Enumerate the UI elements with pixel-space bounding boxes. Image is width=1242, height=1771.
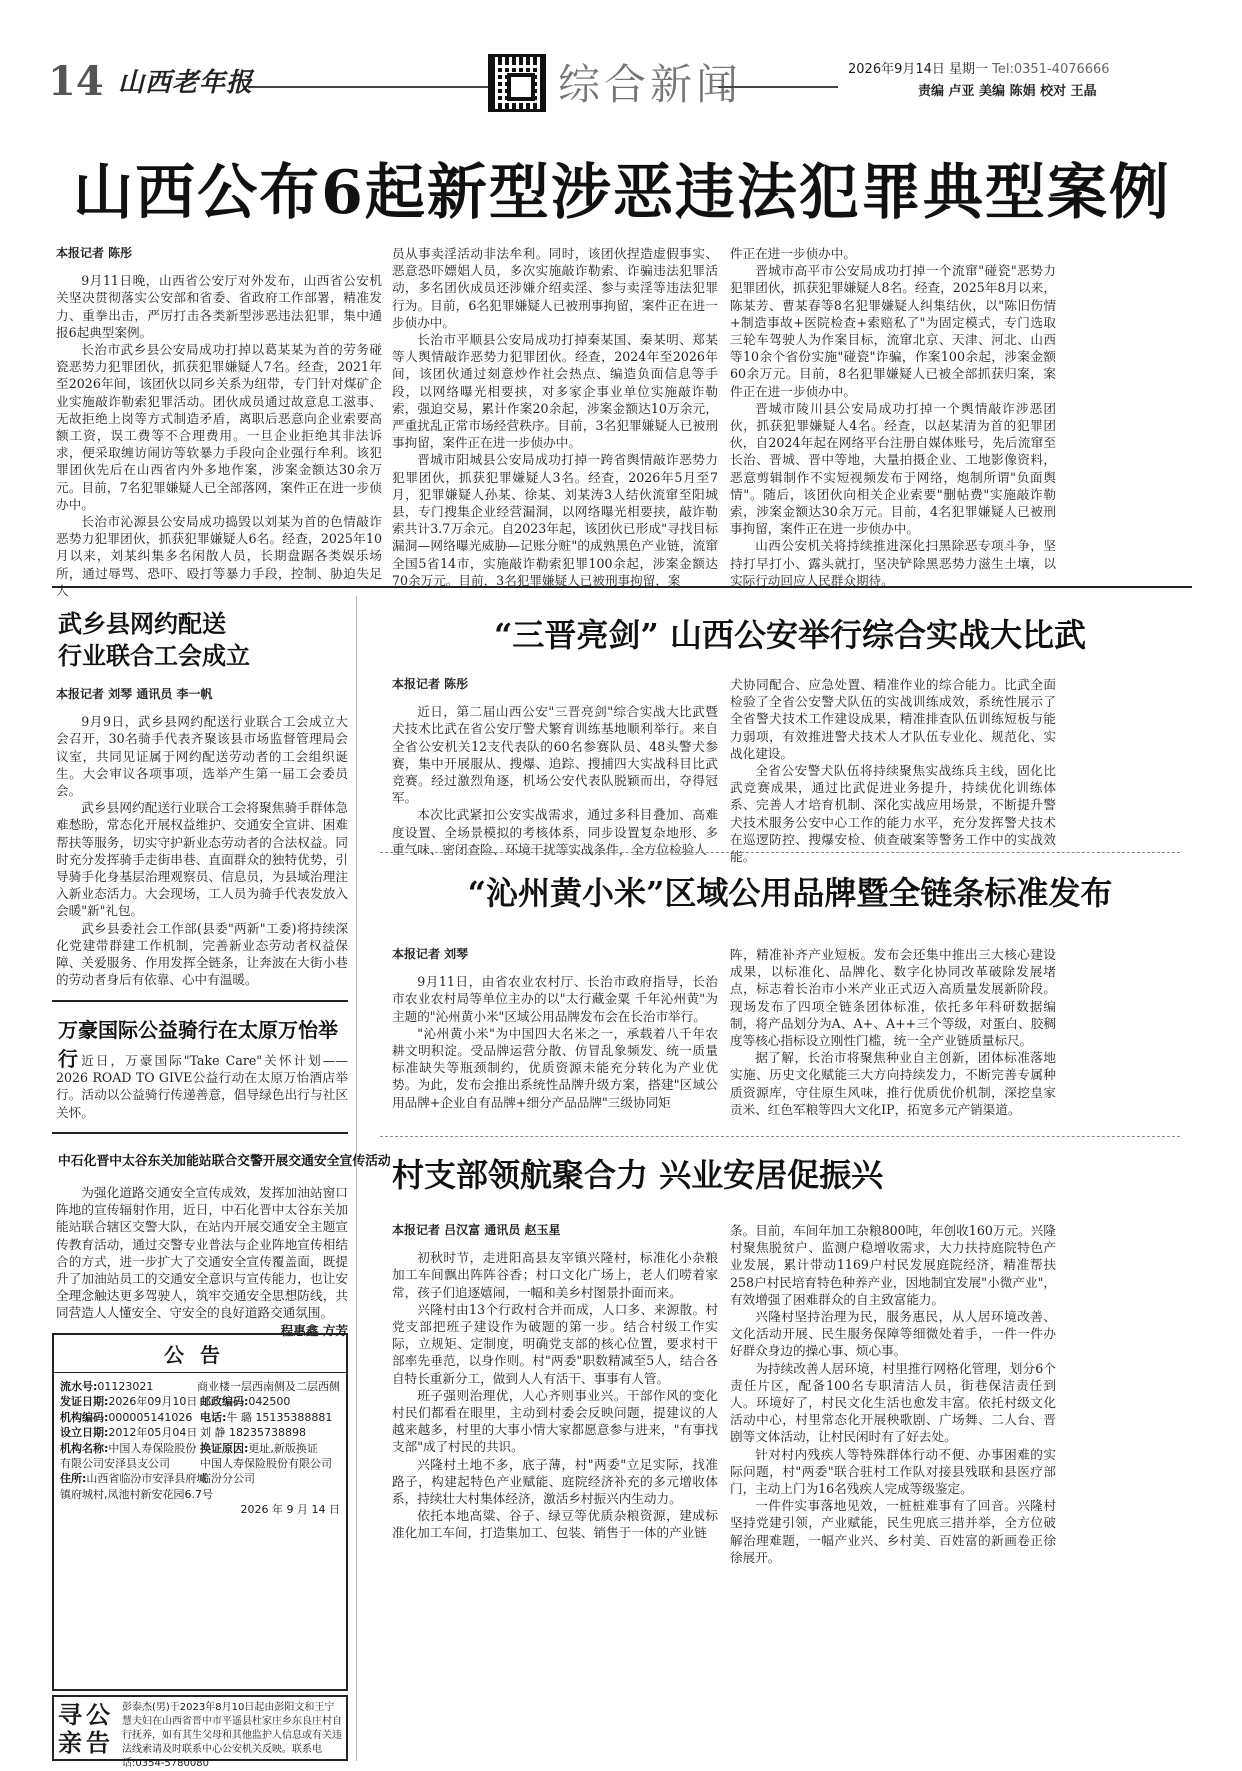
notice-line xyxy=(60,1394,340,1409)
paragraph: 件正在进一步侦办中。 xyxy=(730,246,856,261)
notice-value: 临汾分公司 xyxy=(200,1472,255,1486)
notice-line xyxy=(60,1456,340,1471)
seek-title: 寻公亲告 xyxy=(58,1700,114,1757)
notice-field xyxy=(200,1456,340,1471)
notice-field xyxy=(60,1379,197,1394)
village-col1 xyxy=(392,1222,718,1762)
section-divider xyxy=(52,586,1192,588)
divider xyxy=(52,1132,348,1134)
paragraph: 9月9日，武乡县网约配送行业联合工会成立大会召开，30名骑手代表齐聚该县市场监督管理局会议室，共同见证属于网约配送劳动者的工会组织诞生。大会审议各项事项，选举产生第一届工会委员会。 xyxy=(56,714,348,799)
wanhao-title: 万豪国际公益骑行在太原万怡举行 xyxy=(58,1018,338,1071)
divider xyxy=(52,1000,348,1002)
paragraph: 本次比武紧扣公安实战需求，通过多科目叠加、高难度设置、全场景模拟的考核体系，同步设置复杂地形、多重气味、密闭查险、环境干扰等实战条件，全方位检验人 xyxy=(392,807,718,857)
notice-value: 000005141026 xyxy=(108,1410,193,1424)
paragraph: 为强化道路交通安全宣传成效，发挥加油站窗口阵地的宣传辐射作用，近日，中石化晋中太谷东关加能站联合辖区交警大队，在站内开展交通安全主题宣传教育活动，通过交警专业普法与企业阵地宣传相结合的方式，进一步扩大了交通安全宣传覆盖面，既提升了加油站员工的交通安全意识与宣传能力，也让安全理念触达更多驾驶人，筑牢交通安全思想防线，共同营造人人懂安全、守安全的良好道路交通氛围。 xyxy=(56,1185,348,1321)
wuxiang-title xyxy=(58,608,348,672)
notice-field xyxy=(200,1425,340,1440)
masthead-rule-right xyxy=(718,86,838,88)
notice-field xyxy=(60,1487,213,1502)
notice-value: 2026年09月10日 xyxy=(108,1395,198,1409)
paragraph: 针对村内残疾人等特殊群体行动不便、办事困难的实际问题，村"两委"联合驻村工作队对接县残联和县医疗部门，主动上门为16名残疾人完成等级鉴定。 xyxy=(730,1446,1056,1497)
millet-col1 xyxy=(392,946,718,1126)
tel-number: Tel:0351-4076666 xyxy=(992,62,1110,77)
notice-label: 住所: xyxy=(60,1472,87,1486)
section-name: 综合新闻 xyxy=(558,60,743,109)
notice-field xyxy=(60,1425,200,1440)
notice-line xyxy=(60,1425,340,1440)
sinopec-title: 中石化晋中太谷东关加能站联合交警开展交通安全宣传活动 xyxy=(58,1154,391,1169)
village-title: 村支部领航聚合力 兴业安居促振兴 xyxy=(392,1156,884,1194)
paragraph: 条。目前，车间年加工杂粮800吨，年创收160万元。兴隆村聚焦脱贫户、监测户稳增收需求，大力扶持庭院特色产业发展，累计带动1169户村民发展庭院经济，精准帮扶258户村民培育特色种养产业，因地制宜发展"小微产业"，有效增强了困难群众的自主致富能力。 xyxy=(730,1223,1056,1307)
notice-label: 换证原因: xyxy=(200,1441,249,1455)
wanhao-body xyxy=(56,1052,348,1122)
sanjin-byline: 本报记者 陈彤 xyxy=(392,677,469,691)
paragraph: 初秋时节，走进阳高县友宰镇兴隆村，标准化小杂粮加工车间飘出阵阵谷香；村口文化广场上，老人们唠着家常，孩子们追逐嬉闹，一幅和美乡村图景扑面而来。 xyxy=(392,1250,718,1300)
masthead xyxy=(48,52,1208,122)
qr-code-icon xyxy=(488,54,546,112)
paragraph: 阵，精准补齐产业短板。发布会还集中推出三大核心建设成果，以标准化、品牌化、数字化协同改革破除发展堵点，标志着长治市小米产业正式迈入高质量发展新阶段。现场发布了四项全链条团体标准，依托多年科研数据编制，将产品划分为A、A+、A++三个等级，对蛋白、胶稠度等核心指标设立刚性门槛，统一全产业链质量标尺。 xyxy=(730,947,1056,1049)
sanjin-title: “三晋亮剑” 山西公安举行综合实战大比武 xyxy=(494,616,1086,654)
paragraph: 一件件实事落地见效，一桩桩难事有了回音。兴隆村坚持党建引领，产业赋能，民生兜底三措并举，全方位破解治理难题，一幅产业兴、乡村美、百姓富的新画卷正徐徐展开。 xyxy=(730,1498,1056,1565)
paragraph: 为持续改善人居环境，村里推行网格化管理，划分6个责任片区，配备100名专职清洁人员，街巷保洁责任到人。环境好了，村民文化生活也愈发丰富。依托村级文化活动中心，村里常态化开展秧歌剧、广场舞、二人台、晋剧等文体活动，让村民闲时有了好去处。 xyxy=(730,1360,1056,1445)
paragraph: 长治市平顺县公安局成功打掉秦某国、秦某明、郑某等人舆情敲诈恶势力犯罪团伙。经查，2024年至2026年间，该团伙通过刻意炒作社会热点、编造负面信息等手段，以网络曝光相要挟，对多家企事业单位实施敲诈勒索，强迫交易，累计作案20余起，涉案金额达10万余元，严重扰乱正常市场经营秩序。目前，3名犯罪嫌疑人已被刑事拘留，案件正在进一步侦办中。 xyxy=(392,332,718,451)
sanjin-col2 xyxy=(730,676,1056,865)
editor-credits: 责编 卢亚 美编 陈娟 校对 王晶 xyxy=(918,84,1097,99)
paragraph: 兴隆村坚持治理为民，服务惠民，从人居环境改善、文化活动开展、民生服务保障等细微处着手，一件一件办好群众身边的操心事、烦心事。 xyxy=(730,1309,1056,1359)
notice-label: 邮政编码: xyxy=(200,1395,249,1409)
notice-box xyxy=(52,1333,348,1691)
notice-field xyxy=(60,1456,200,1471)
notice-label: 机构编码: xyxy=(60,1410,109,1424)
main-byline: 本报记者 陈彤 xyxy=(56,246,133,260)
notice-field xyxy=(200,1441,340,1456)
millet-col2 xyxy=(730,946,1056,1126)
notice-line xyxy=(60,1441,340,1456)
paragraph: 近日，万豪国际"Take Care"关怀计划——2026 ROAD TO GIVE公益行动在太原万怡酒店举行。活动以公益骑行传递善意，倡导绿色出行与社区关怀。 xyxy=(56,1053,348,1120)
wuxiang-body xyxy=(56,686,348,986)
notice-line xyxy=(60,1410,340,1425)
divider xyxy=(380,1136,1180,1137)
notice-value: 镇府城村,凤池村新安花园6.7号 xyxy=(60,1487,213,1501)
notice-label: 流水号: xyxy=(60,1380,98,1393)
notice-label: 机构名称: xyxy=(60,1441,109,1455)
notice-label: 发证日期: xyxy=(60,1395,109,1409)
village-byline: 本报记者 吕汉富 通讯员 赵玉星 xyxy=(392,1223,561,1237)
notice-value: 有限公司安泽县支公司 xyxy=(60,1457,170,1471)
notice-field xyxy=(60,1394,200,1409)
notice-line xyxy=(60,1471,340,1486)
paragraph: 兴隆村由13个行政村合并而成，人口多、来源散。村党支部把班子建设作为破题的第一步。结合村级工作实际，立规矩、定制度，明确党支部的核心位置，要求村干部率先垂范，以身作则。村"两委"职数精减至5人，结合各自特长重新分工，做到人人有活干、事事有人管。 xyxy=(392,1301,718,1386)
notice-value: 山西省临汾市安泽县府城 xyxy=(86,1472,208,1486)
notice-value: 更址,新版换证 xyxy=(248,1441,318,1455)
notice-value: 商业楼一层西南侧及二层西侧 xyxy=(197,1380,340,1393)
seek-relatives-box xyxy=(52,1695,348,1769)
main-headline: 山西公布6起新型涉恶违法犯罪典型案例 xyxy=(73,158,1171,228)
sinopec-body xyxy=(56,1184,348,1338)
paragraph: 晋城市高平市公安局成功打掉一个流窜"碰瓷"恶势力犯罪团伙，抓获犯罪嫌疑人8名。经查，2025年8月以来，陈某芳、曹某春等8名犯罪嫌疑人纠集结伙，以"陈旧伤情+制造事故+医院检查+索赔私了"为固定模式，专门选取三轮车驾驶人为作案目标，流窜北京、天津、河北、山西等10余个省份实施"碰瓷"诈骗，作案100余起，涉案金额60余万元。目前，8名犯罪嫌疑人已被全部抓获归案，案件正在进一步侦办中。 xyxy=(730,263,1056,399)
notice-value: 01123021 xyxy=(97,1380,154,1393)
paper-name-logo: 山西老年报 xyxy=(118,68,254,98)
village-col2 xyxy=(730,1222,1056,1762)
notice-value: 刘 静 18235738898 xyxy=(200,1426,306,1440)
notice-value: 2012年05月04日 xyxy=(108,1426,198,1440)
notice-date: 2026 年 9 月 14 日 xyxy=(240,1503,340,1517)
main-article-col1 xyxy=(56,245,382,598)
paragraph: 晋城市阳城县公安局成功打掉一跨省舆情敲诈恶势力犯罪团伙，抓获犯罪嫌疑人3名。经查，2026年5月至7月，犯罪嫌疑人孙某、徐某、刘某涛3人结伙流窜至阳城县，专门搜集企业经营漏洞，以网络曝光相要挟，敲诈勒索共计3.7万余元。自2023年起，该团伙已形成"寻找目标漏洞—网络曝光威胁—记账分赃"的成熟黑色产业链，流窜全国5省14市，实施敲诈勒索犯罪100余起，涉案金额达70余万元。目前，3名犯罪嫌疑人已被刑事拘留，案 xyxy=(392,452,718,588)
issue-date: 2026年9月14日 星期一 xyxy=(848,62,989,77)
notice-value: 中国人寿保险股份 xyxy=(108,1441,197,1455)
wuxiang-title-line1: 武乡县网约配送 xyxy=(58,609,226,638)
notice-value: 042500 xyxy=(248,1395,291,1409)
notice-field xyxy=(60,1471,208,1486)
notice-label: 设立日期: xyxy=(60,1426,109,1440)
notice-field xyxy=(60,1441,200,1456)
paragraph: 山西公安机关将持续推进深化扫黑除恶专项斗争，坚持打早打小、露头就打，坚决铲除黑恶势力滋生土壤，以实际行动回应人民群众期待。 xyxy=(730,538,1056,588)
notice-field xyxy=(200,1471,340,1486)
paragraph: 全省公安警犬队伍将持续聚焦实战练兵主线，固化比武竞赛成果，通过比武促进业务提升，持续优化训练体系、完善人才培育机制、深化实战应用场景，不断提升警犬技术服务公安中心工作的能力水平，充分发挥警犬技术在巡逻防控、搜爆安检、侦查破案等警务工作中的实战效能。 xyxy=(730,763,1056,865)
notice-field xyxy=(60,1410,200,1425)
wuxiang-title-line2: 行业联合工会成立 xyxy=(58,641,250,670)
paragraph: 9月11日晚，山西省公安厅对外发布，山西省公安机关坚决贯彻落实公安部和省委、省政府工作部署，精准发力、重拳出击，严厉打击各类新型涉恶违法犯罪，集中通报6起典型案例。 xyxy=(56,273,382,340)
paragraph: 武乡县网约配送行业联合工会将聚焦骑手群体急难愁盼，常态化开展权益维护、交通安全宣讲、困难帮扶等服务，切实守护新业态劳动者的合法权益。同时充分发挥骑手走街串巷、直面群众的独特优势，引导骑手化身基层治理观察员、信息员，为县域治理注入新业态活力。大会现场，工人员为骑手代表发放入会暖"新"礼包。 xyxy=(56,800,348,919)
seek-text: 彭泰杰(男)于2023年8月10日起由彭阳文和王宁慧夫妇在山西省晋中市平遥县杜家庄乡东良庄村自行抚养，如有其生父母和其他监护人信息或有关违法线索请及时联系中心公安机关反映。联系电话:0354-5780080 xyxy=(122,1702,342,1769)
paragraph: 长治市沁源县公安局成功捣毁以刘某为首的色情敲诈恶势力犯罪团伙，抓获犯罪嫌疑人6名。经查，2025年10月以来，刘某纠集多名闲散人员，长期盘踞各类娱乐场所，通过辱骂、恐吓、殴打等暴力手段，控制、胁迫失足人 xyxy=(56,514,382,598)
millet-title: “沁州黄小米”区域公用品牌暨全链条标准发布 xyxy=(467,874,1113,912)
notice-field xyxy=(197,1379,340,1394)
notice-line xyxy=(60,1487,340,1502)
masthead-rule-left xyxy=(248,86,488,88)
sinopec-signature: 程惠鑫 方芳 xyxy=(280,1322,348,1338)
notice-label: 电话: xyxy=(200,1410,227,1424)
sanjin-col1 xyxy=(392,676,718,857)
paragraph: 晋城市陵川县公安局成功打掉一个舆情敲诈涉恶团伙，抓获犯罪嫌疑人4名。经查，以赵某清为首的犯罪团伙，自2024年起在网络平台注册自媒体账号，先后流窜至长治、晋城、晋中等地，大量拍摄企业、工地影像资料，恶意剪辑制作不实短视频发布于网络，炮制所谓"负面舆情"。随后，该团伙向相关企业索要"删帖费"实施敲诈勒索，涉案金额达30余万元。目前，4名犯罪嫌疑人已被刑事拘留，案件正在进一步侦办中。 xyxy=(730,400,1056,537)
paragraph: 近日，第二届山西公安"三晋亮剑"综合实战大比武暨犬技术比武在省公安厅警犬繁育训练基地顺利举行。来自全省公安机关12支代表队的60名参赛队员、48头警犬参赛，集中开展服从、搜爆、追踪、搜捕四大实战科目比武竞赛。经过激烈角逐，机场公安代表队脱颖而出，夺得冠军。 xyxy=(392,704,718,806)
paragraph: 班子强则治理优，人心齐则事业兴。干部作风的变化村民们都看在眼里，主动到村委会反映问题，提建议的人越来越多，村里的大事小情大家都愿意参与进来，"有事找支部"成了村民的共识。 xyxy=(392,1387,718,1455)
notice-field xyxy=(200,1394,340,1409)
notice-title: 公告 xyxy=(54,1335,346,1373)
paragraph: 兴隆村土地不多，底子薄，村"两委"立足实际，找准路子，构建起特色产业赋能、庭院经济补充的多元增收体系，持续壮大村集体经济，激活乡村振兴内生动力。 xyxy=(392,1456,718,1507)
notice-value: 牛 璐 15135388881 xyxy=(226,1410,333,1424)
notice-field xyxy=(200,1487,340,1502)
paragraph: 9月11日，由省农业农村厅、长治市政府指导，长治市农业农村局等单位主办的以"太行藏金粟 千年沁州黄"为主题的"沁州黄小米"区域公用品牌发布会在长治市举行。 xyxy=(392,974,718,1024)
notice-line xyxy=(60,1379,340,1394)
notice-field xyxy=(200,1410,340,1425)
millet-byline: 本报记者 刘琴 xyxy=(392,947,469,961)
paragraph: 依托本地高粱、谷子、绿豆等优质杂粮资源，建成标准化加工车间，打造集加工、包装、销售于一体的产业链 xyxy=(392,1508,718,1541)
notice-value: 中国人寿保险股份有限公司 xyxy=(200,1457,332,1471)
main-article-col2 xyxy=(392,245,718,588)
paragraph: 员从事卖淫活动非法牟利。同时，该团伙捏造虚假事实、恶意恐吓嫖娼人员，多次实施敲诈勒索、诈骗违法犯罪活动，多名团伙成员还涉嫌介绍卖淫、参与卖淫等违法犯罪行为。目前，6名犯罪嫌疑人已被刑事拘留，案件正在进一步侦办中。 xyxy=(392,246,718,330)
issue-date-line xyxy=(848,58,1110,77)
main-article-col3 xyxy=(730,245,1056,588)
paragraph: 犬协同配合、应急处置、精准作业的综合能力。比武全面检验了全省公安警犬队伍的实战训练成效，系统性展示了全省警犬技术工作建设成果，精准排查队伍训练短板与能力弱项，有效推进警犬技术人才队伍专业化、规范化、实战化建设。 xyxy=(730,677,1056,761)
notice-body xyxy=(54,1373,346,1524)
paragraph: 武乡县委社会工作部(县委"两新"工委)将持续深化党建带群建工作机制，完善新业态劳动者权益保障、关爱服务、作用发挥全链条，让奔波在大街小巷的劳动者身后有依靠、心中有温暖。 xyxy=(56,920,348,988)
paragraph: 据了解，长治市将聚焦种业自主创新，团体标准落地实施、历史文化赋能三大方向持续发力，不断完善专属种质资源库，守住原生风味，推行优质优价机制，深挖皇家贡米、红色军粮等四大文化IP，拓宽多元产销渠道。 xyxy=(730,1050,1056,1117)
page-number: 14 xyxy=(48,58,104,105)
column-divider xyxy=(356,596,357,1761)
wuxiang-byline: 本报记者 刘琴 通讯员 李一帆 xyxy=(56,687,213,701)
paragraph: "沁州黄小米"为中国四大名米之一，承载着八千年农耕文明积淀。受品牌运营分散、仿冒乱象频发、统一质量标准缺失等瓶颈制约，优质资源未能充分转化为产业优势。为此，发布会推出系统性品牌升级方案，搭建"区域公用品牌+企业自有品牌+细分产品品牌"三级协同矩 xyxy=(392,1025,718,1110)
paragraph: 长治市武乡县公安局成功打掉以葛某某为首的劳务碰瓷恶势力犯罪团伙，抓获犯罪嫌疑人7名。经查，2021年至2026年间，该团伙以同乡关系为纽带，专门针对煤矿企业实施敲诈勒索犯罪活动。团伙成员通过故意息工滋事、无故拒绝上岗等方式制造矛盾，离职后恶意向企业索要高额工资，误工费等不合理费用。一旦企业拒绝其非法诉求，便采取缠访闹访等软暴力手段向企业强行牟利。该犯罪团伙先后在山西省内外多地作案，涉案金额达30余万元。目前，7名犯罪嫌疑人已全部落网，案件正在进一步侦办中。 xyxy=(56,342,382,512)
divider xyxy=(380,852,1180,853)
